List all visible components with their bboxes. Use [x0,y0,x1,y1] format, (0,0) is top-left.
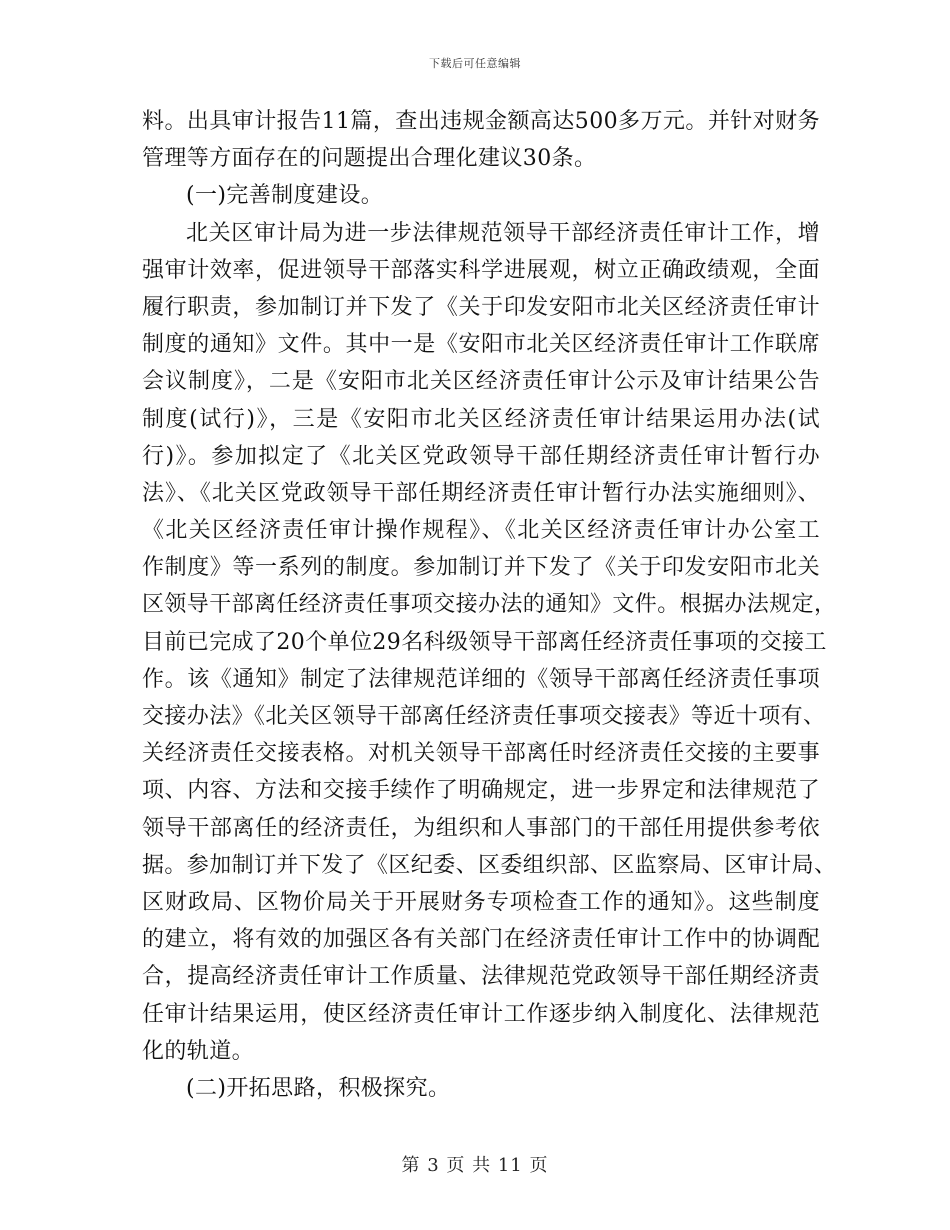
text-line: 合，提高经济责任审计工作质量、法律规范党政领导干部任期经济责 [142,964,820,990]
text-line: 目前已完成了20个单位29名科级领导干部离任经济责任事项的交接工 [142,629,827,655]
text-line: 行)》。参加拟定了《北关区党政领导干部任期经济责任审计暂行办 [142,443,820,469]
text-line: 交接办法》《北关区领导干部离任经济责任事项交接表》等近十项有、 [142,704,826,729]
page-number: 第 3 页 共 11 页 [401,1155,549,1176]
text-line: 制度(试行)》，三是《安阳市北关区经济责任审计结果运用办法(试 [142,406,820,432]
text-line: 北关区审计局为进一步法律规范领导干部经济责任审计工作，增 [186,220,820,246]
section-heading: (二)开拓思路，积极探究。 [186,1075,451,1101]
text-line: 区财政局、区物价局关于开展财务专项检查工作的通知》。这些制度 [142,889,820,915]
text-line: 区领导干部离任经济责任事项交接办法的通知》文件。根据办法规定， [142,592,837,618]
text-line: 领导干部离任的经济责任，为组织和人事部门的干部任用提供参考依 [142,815,820,841]
text-line: 履行职责，参加制订并下发了《关于印发安阳市北关区经济责任审计 [142,294,820,320]
text-line: 制度的通知》文件。其中一是《安阳市北关区经济责任审计工作联席 [142,332,820,358]
text-line: 法》、《北关区党政领导干部任期经济责任审计暂行办法实施细则》、 [142,480,820,506]
body-text [142,103,837,1107]
header-note: 下载后可任意编辑 [429,57,521,70]
text-line: 据。参加制订并下发了《区纪委、区委组织部、区监察局、区审计局、 [142,852,837,878]
text-line: 任审计结果运用，使区经济责任审计工作逐步纳入制度化、法律规范 [142,1001,820,1027]
text-line: 作。该《通知》制定了法律规范详细的《领导干部离任经济责任事项 [142,666,820,692]
text-line: 《北关区经济责任审计操作规程》、《北关区经济责任审计办公室工 [142,518,820,544]
text-line: 化的轨道。 [142,1038,255,1064]
section-heading: (一)完善制度建设。 [186,183,384,209]
text-line: 项、内容、方法和交接手续作了明确规定，进一步界定和法律规范了 [142,778,820,804]
text-line: 管理等方面存在的问题提出合理化建议30条。 [142,146,597,172]
text-line: 料。出具审计报告11篇，查出违规金额高达500多万元。并针对财务 [142,109,820,134]
text-line: 作制度》等一系列的制度。参加制订并下发了《关于印发安阳市北关 [142,555,820,581]
text-line: 关经济责任交接表格。对机关领导干部离任时经济责任交接的主要事 [142,741,820,767]
text-line: 的建立，将有效的加强区各有关部门在经济责任审计工作中的协调配 [142,927,820,953]
text-line: 强审计效率，促进领导干部落实科学进展观，树立正确政绩观，全面 [142,257,820,283]
text-line: 会议制度》，二是《安阳市北关区经济责任审计公示及审计结果公告 [142,369,820,395]
